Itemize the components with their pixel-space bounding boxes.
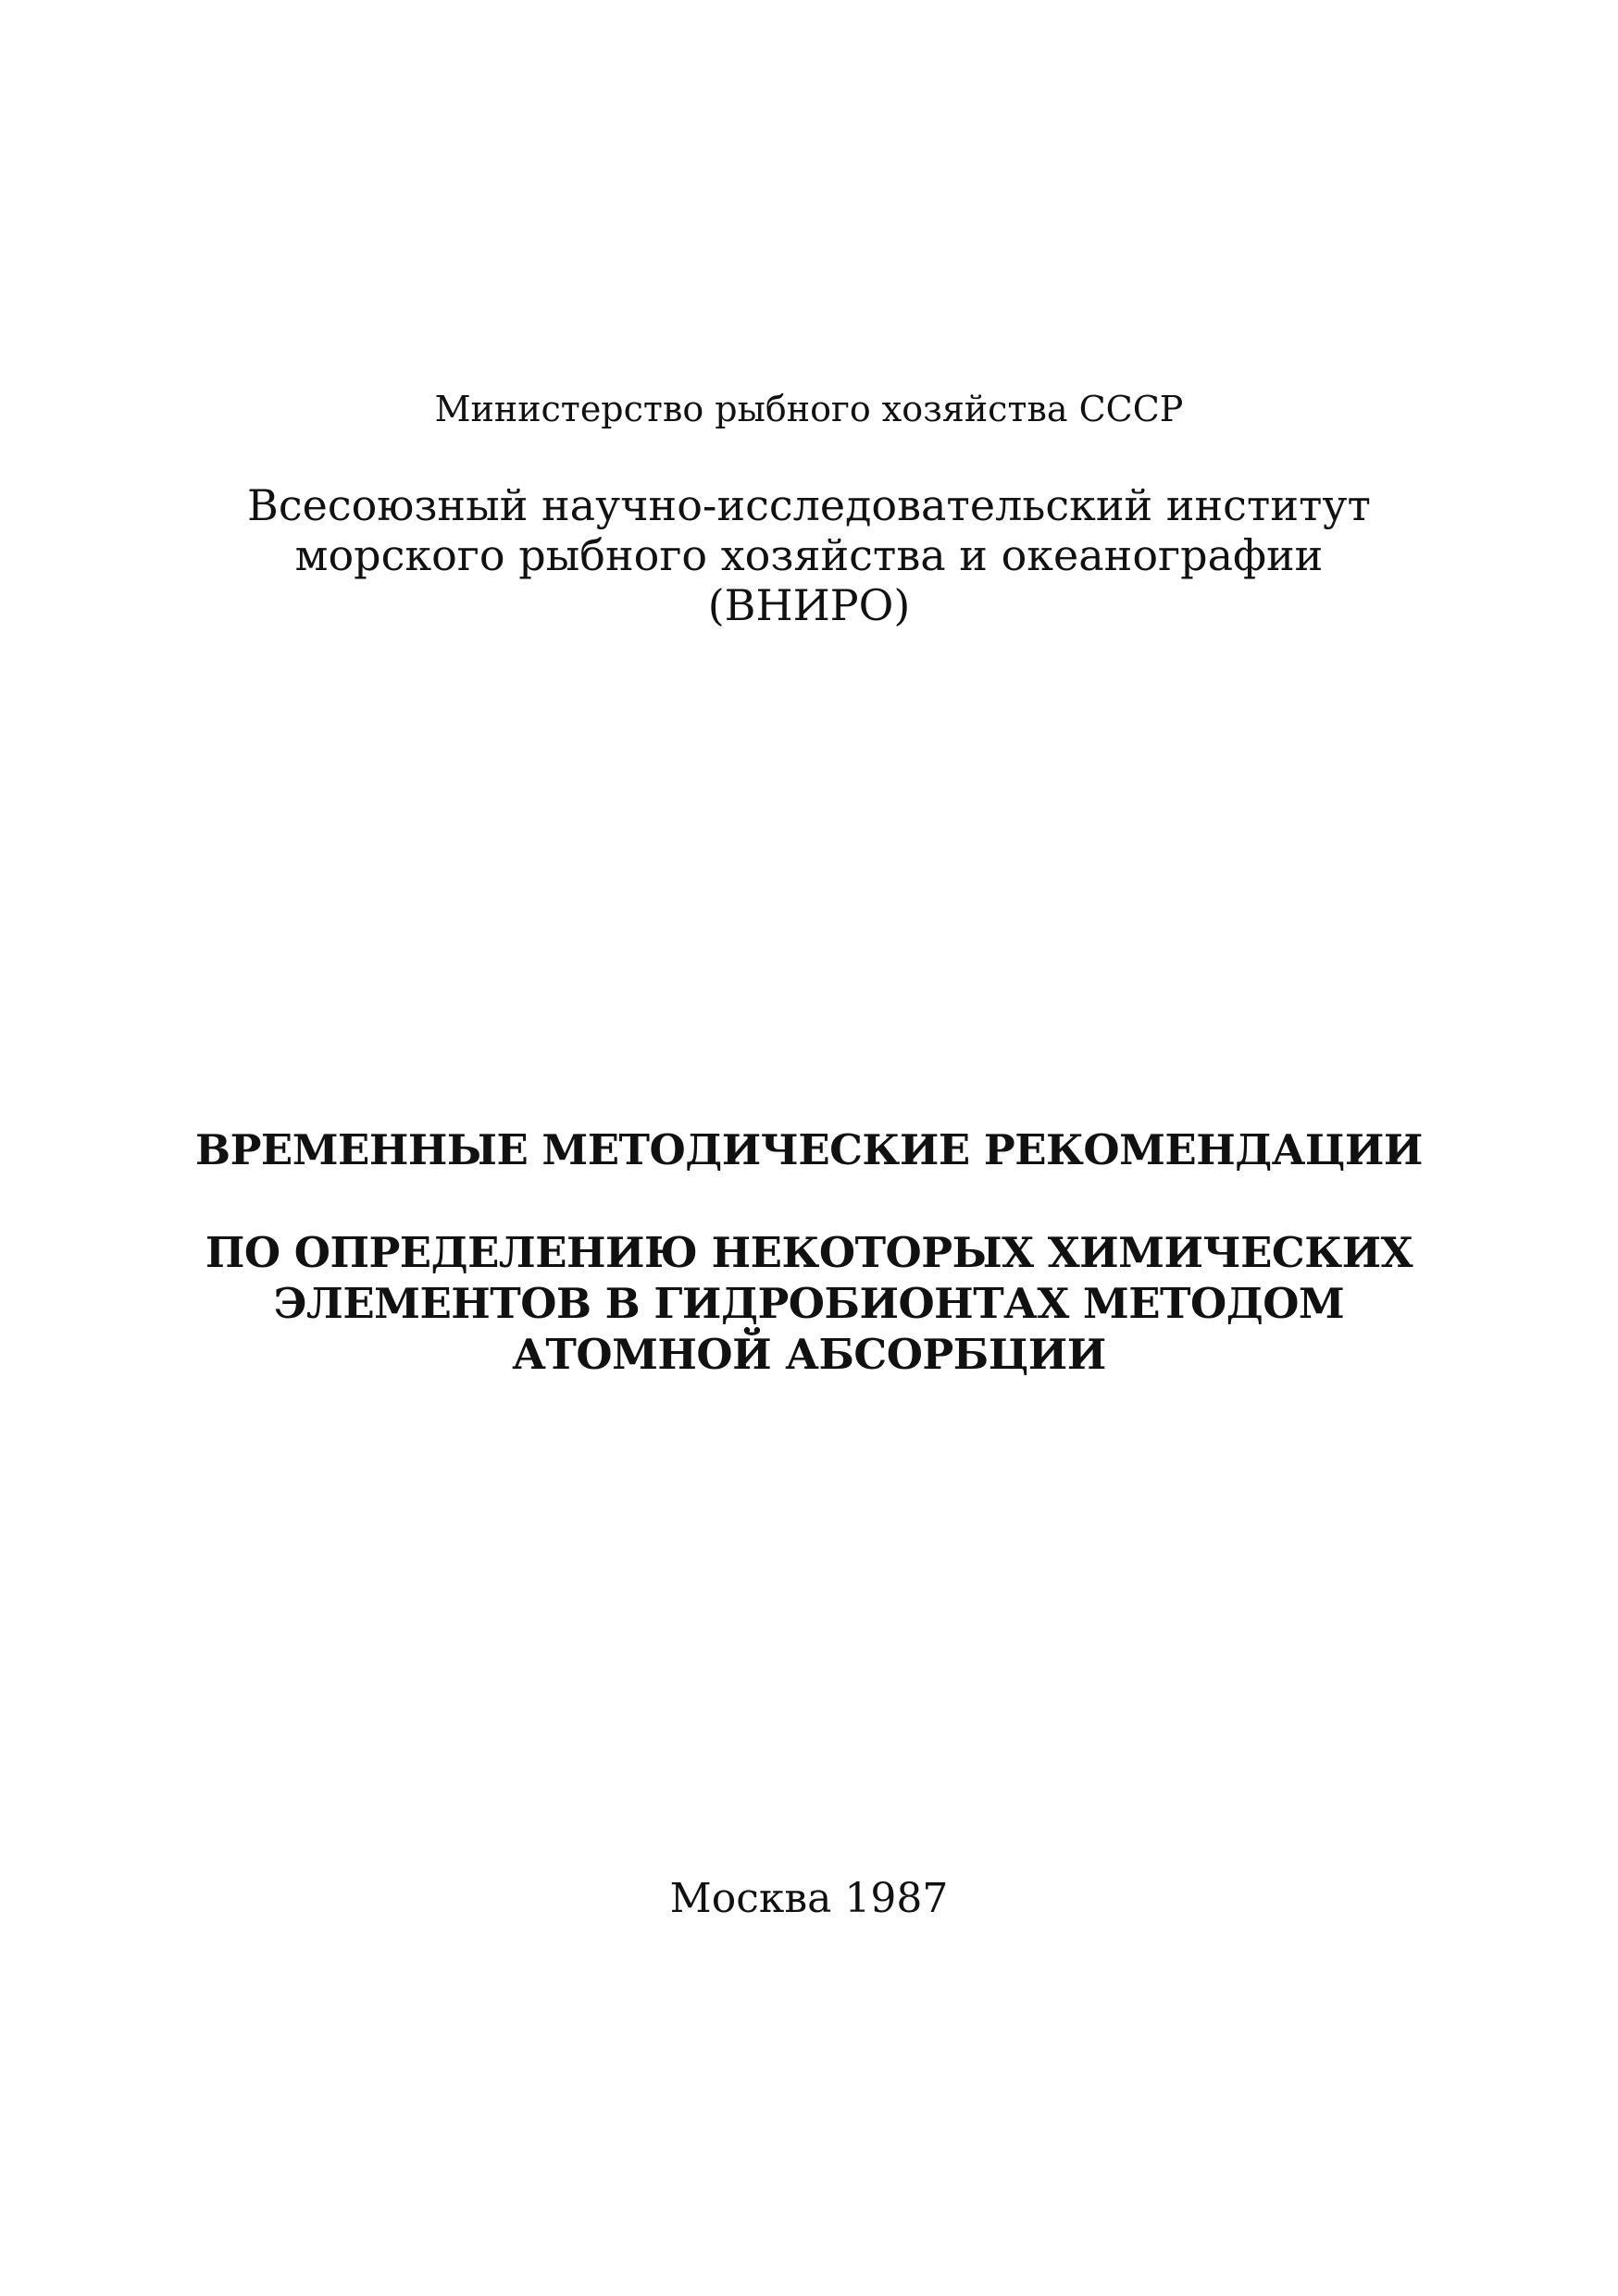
institute-name-line: морского рыбного хозяйства и океанографии xyxy=(294,530,1324,580)
document-subtitle-line: ПО ОПРЕДЕЛЕНИЮ НЕКОТОРЫХ ХИМИЧЕСКИХ xyxy=(205,1228,1413,1277)
institute-abbreviation: (ВНИРО) xyxy=(707,580,911,630)
ministry-name: Министерство рыбного хозяйства СССР xyxy=(434,389,1184,429)
document-subtitle-line: АТОМНОЙ АБСОРБЦИИ xyxy=(512,1330,1106,1379)
document-title-main: ВРЕМЕННЫЕ МЕТОДИЧЕСКИЕ РЕКОМЕНДАЦИИ xyxy=(195,1125,1423,1174)
institute-name-line: Всесоюзный научно-исследовательский институт xyxy=(247,480,1371,530)
document-subtitle-line: ЭЛЕМЕНТОВ В ГИДРОБИОНТАХ МЕТОДОМ xyxy=(273,1279,1345,1328)
place-and-year: Москва 1987 xyxy=(669,1875,949,1922)
